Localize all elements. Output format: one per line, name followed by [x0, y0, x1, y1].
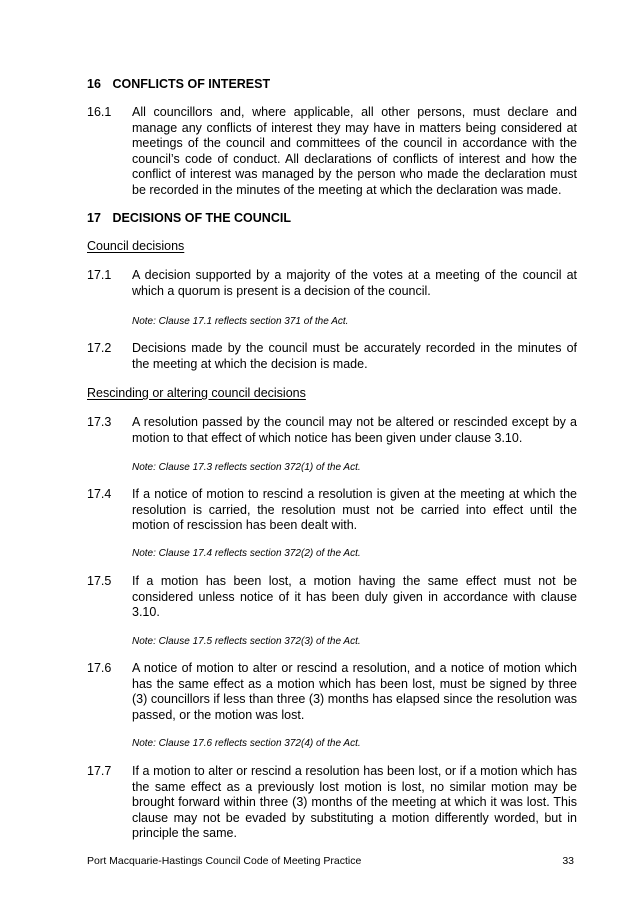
section-17-heading — [87, 210, 291, 226]
clause-text: If a notice of motion to rescind a resolution is given at the meeting at which the resolution is carried, the resolution must not be carried into effect until the motion of rescission has been dealt with. — [132, 487, 577, 532]
section-number: 16 — [87, 77, 101, 91]
page-number: 33 — [562, 855, 574, 867]
clause-text: A decision supported by a majority of the votes at a meeting of the council at which a quorum is present is a decision of the council. — [132, 268, 577, 298]
section-number: 17 — [87, 211, 101, 225]
clause-16-1 — [87, 105, 577, 198]
clause-17-1 — [87, 268, 577, 299]
clause-number: 17.4 — [87, 487, 112, 501]
subheading-rescinding: Rescinding or altering council decisions — [87, 386, 306, 400]
section-16-heading — [87, 76, 270, 92]
clause-text: A resolution passed by the council may not be altered or rescinded except by a motion to that effect of which notice has been given under clause 3.10. — [132, 415, 577, 445]
clause-number: 17.2 — [87, 341, 112, 355]
clause-17-2 — [87, 341, 577, 372]
clause-17-6-note: Note: Clause 17.6 reflects section 372(4) of the Act. — [132, 738, 361, 749]
clause-text: All councillors and, where applicable, all other persons, must declare and manage any conflicts of interest they may have in matters being considered at meetings of the council and committees of the council in accordance with the council’s code of conduct. All declarations of conflicts of interest and how the conflict of interest was managed by the person who made the declaration must be recorded in the minutes of the meeting at which the declaration was made. — [132, 105, 577, 197]
clause-17-4 — [87, 487, 577, 534]
section-title: DECISIONS OF THE COUNCIL — [112, 211, 291, 225]
footer-title: Port Macquarie-Hastings Council Code of Meeting Practice — [87, 855, 362, 867]
clause-text: If a motion has been lost, a motion having the same effect must not be considered unless notice of it has been duly given in accordance with clause 3.10. — [132, 574, 577, 619]
clause-text: If a motion to alter or rescind a resolution has been lost, or if a motion which has the same effect as a previously lost motion is lost, no similar motion may be brought forward within three (3) months of the meeting at which it was lost. This clause may not be evaded by substituting a motion differently worded, but in principle the same. — [132, 764, 577, 840]
clause-number: 17.3 — [87, 415, 112, 429]
clause-17-3-note: Note: Clause 17.3 reflects section 372(1) of the Act. — [132, 462, 361, 473]
clause-number: 17.5 — [87, 574, 112, 588]
clause-17-4-note: Note: Clause 17.4 reflects section 372(2) of the Act. — [132, 548, 361, 559]
clause-number: 17.6 — [87, 661, 112, 675]
clause-17-7 — [87, 764, 577, 842]
page-footer — [87, 855, 574, 868]
clause-17-3 — [87, 415, 577, 446]
subheading-council-decisions: Council decisions — [87, 239, 185, 253]
clause-17-5 — [87, 574, 577, 621]
clause-number: 16.1 — [87, 105, 112, 119]
clause-17-6 — [87, 661, 577, 723]
section-title: CONFLICTS OF INTEREST — [112, 77, 271, 91]
clause-text: Decisions made by the council must be accurately recorded in the minutes of the meeting at which the decision is made. — [132, 341, 577, 371]
clause-17-1-note: Note: Clause 17.1 reflects section 371 of the Act. — [132, 316, 349, 327]
clause-17-5-note: Note: Clause 17.5 reflects section 372(3) of the Act. — [132, 636, 361, 647]
clause-number: 17.1 — [87, 268, 112, 282]
clause-number: 17.7 — [87, 764, 112, 778]
clause-text: A notice of motion to alter or rescind a resolution, and a notice of motion which has the same effect as a motion which has been lost, must be signed by three (3) councillors if less than three (3) months has elapsed since the resolution was passed, or the motion was lost. — [132, 661, 577, 722]
